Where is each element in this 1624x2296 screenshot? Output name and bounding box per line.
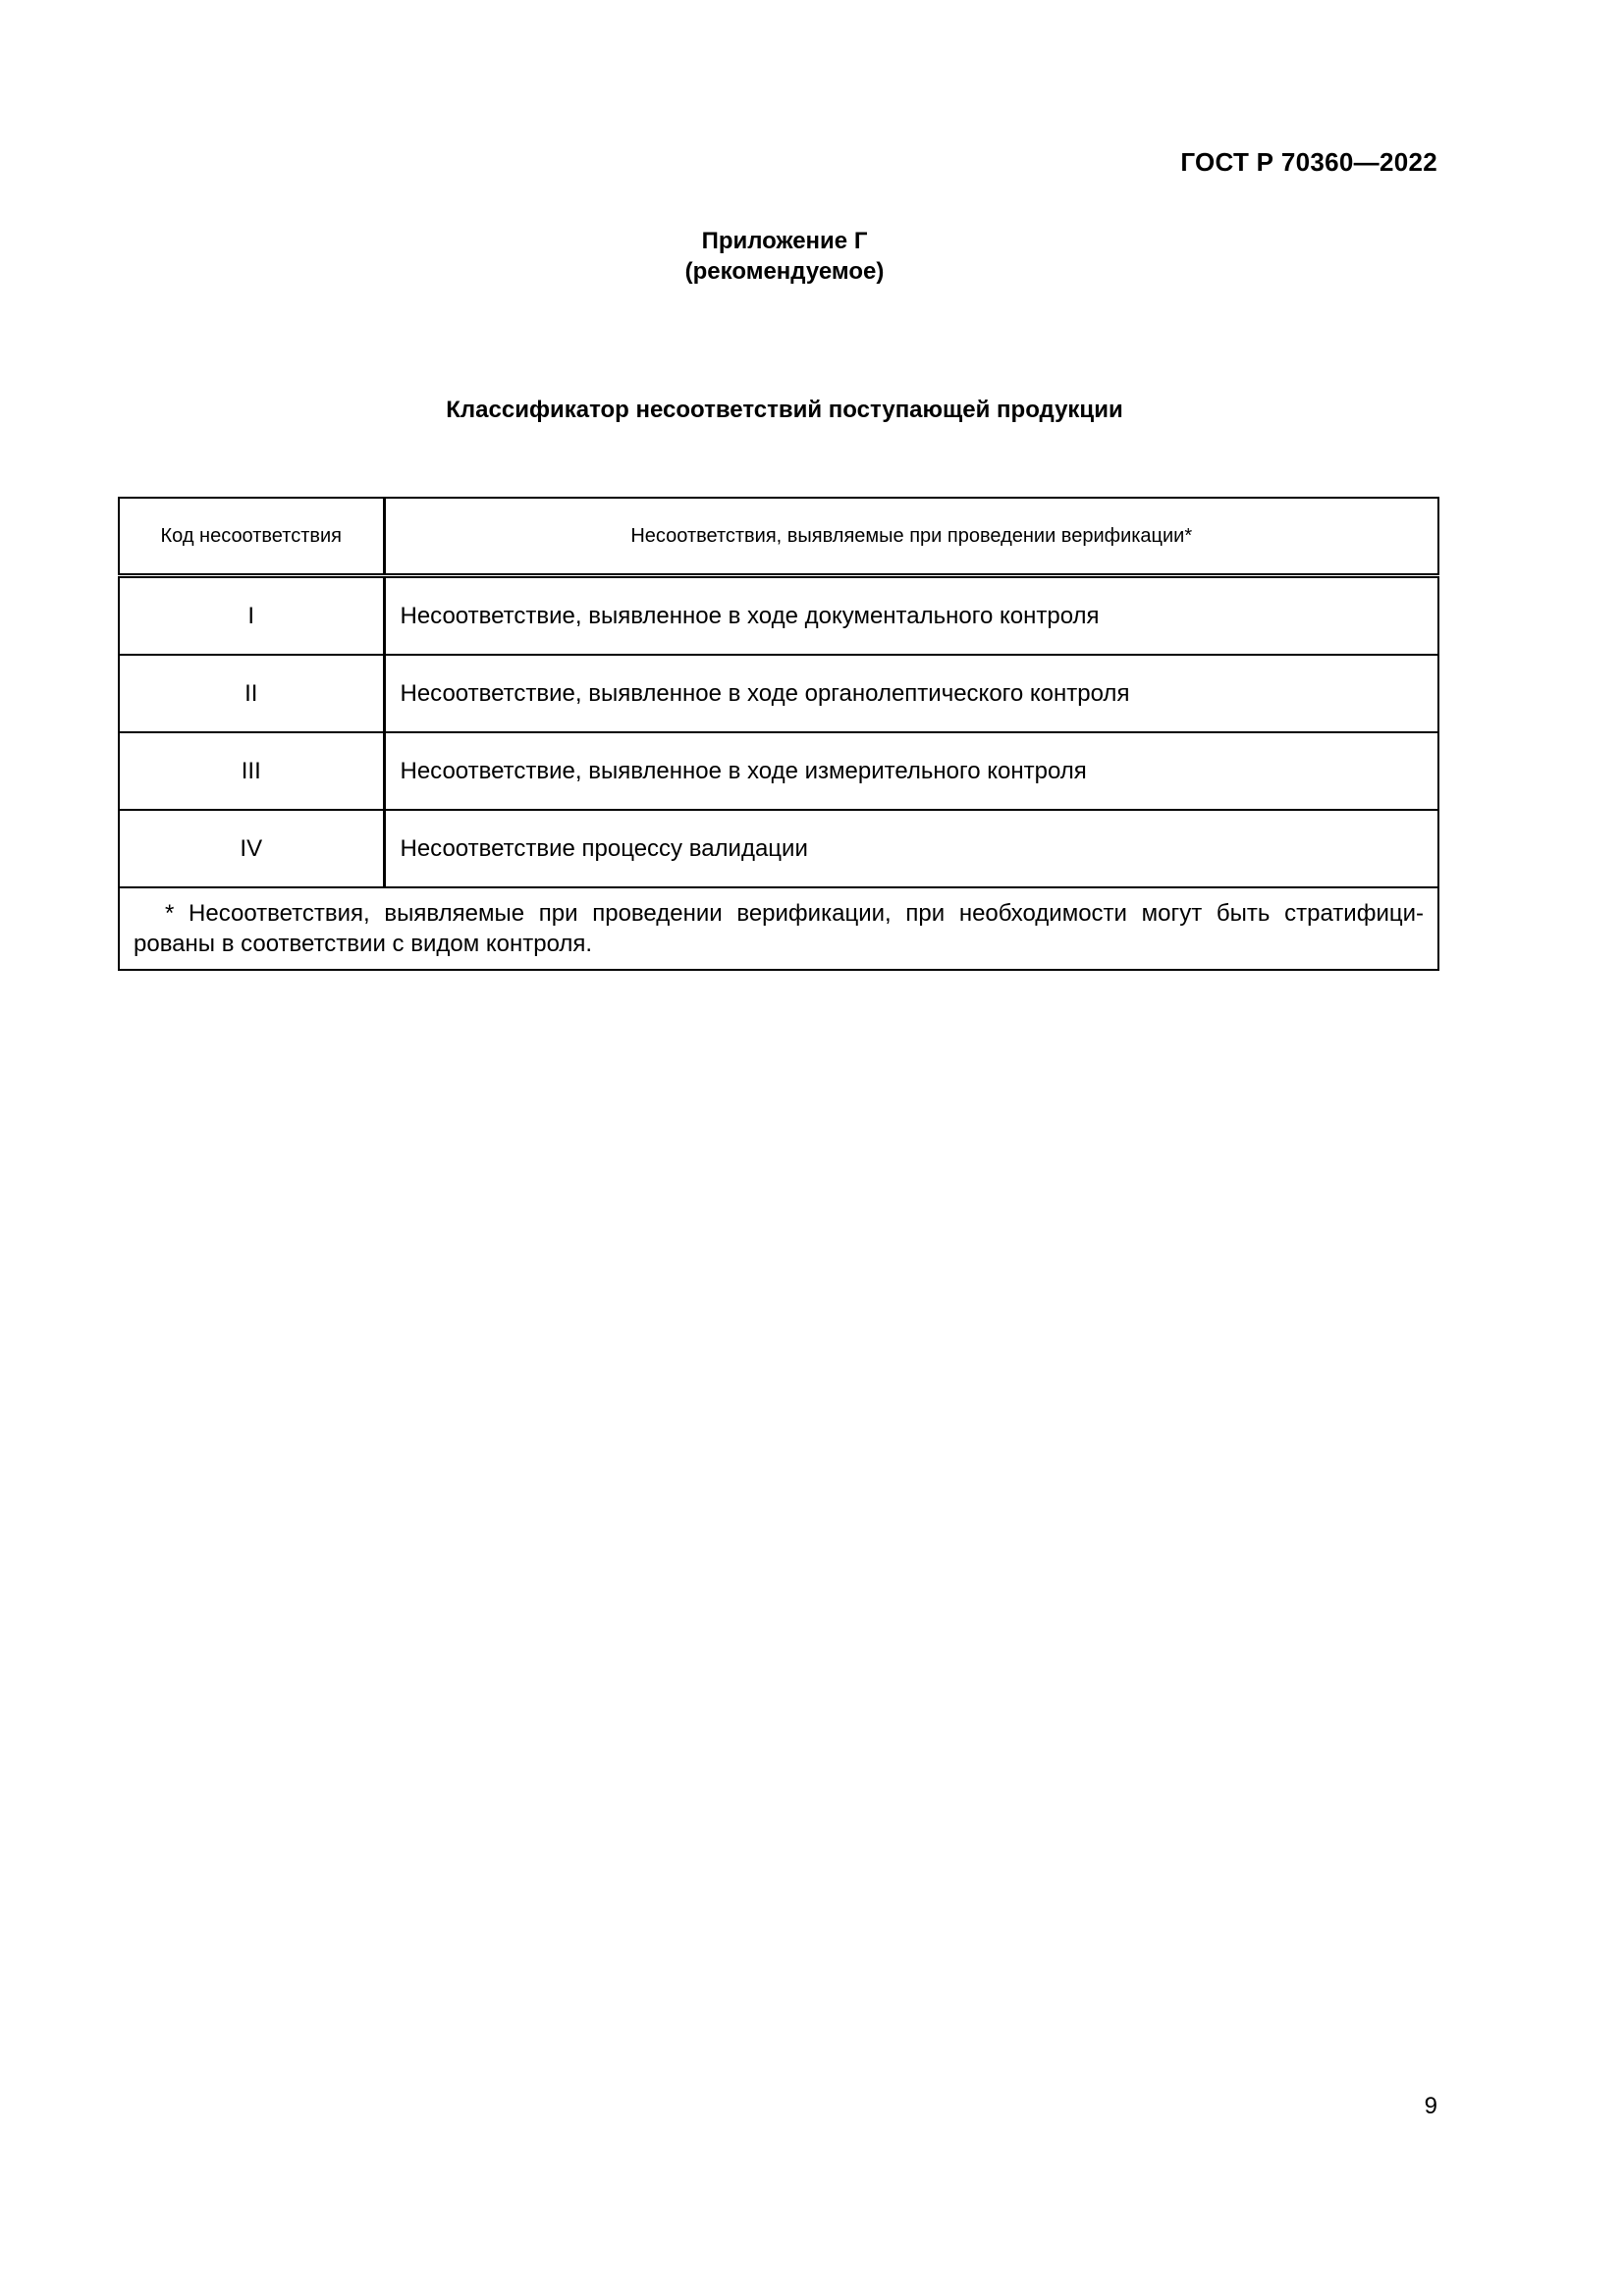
row-code: III bbox=[119, 732, 384, 810]
column-header-description: Несоответствия, выявляемые при проведении верификации* bbox=[384, 498, 1438, 576]
appendix-heading bbox=[0, 226, 1569, 287]
row-description: Несоответствие, выявленное в ходе измерительного контроля bbox=[384, 732, 1438, 810]
table-row bbox=[119, 576, 1438, 656]
appendix-title: Приложение Г bbox=[701, 228, 868, 254]
row-code: IV bbox=[119, 810, 384, 887]
table-row bbox=[119, 810, 1438, 887]
row-description: Несоответствие процессу валидации bbox=[384, 810, 1438, 887]
footnote-line-2: рованы в соответствии с видом контроля. bbox=[134, 931, 593, 957]
row-description: Несоответствие, выявленное в ходе документального контроля bbox=[384, 576, 1438, 656]
table-header-row bbox=[119, 498, 1438, 576]
nonconformity-classifier-table bbox=[118, 497, 1439, 971]
table-row bbox=[119, 732, 1438, 810]
appendix-status: (рекомендуемое) bbox=[684, 258, 885, 285]
row-code: I bbox=[119, 576, 384, 656]
column-header-code: Код несоответствия bbox=[119, 498, 384, 576]
page-number: 9 bbox=[1424, 2093, 1437, 2119]
table-footnote bbox=[119, 887, 1438, 970]
row-code: II bbox=[119, 655, 384, 732]
table-footnote-row bbox=[119, 887, 1438, 970]
table-row bbox=[119, 655, 1438, 732]
footnote-line-1: * Несоответствия, выявляемые при проведении верификации, при необходимости могут быть стратифици- bbox=[165, 900, 1424, 927]
document-code: ГОСТ Р 70360—2022 bbox=[1180, 147, 1437, 177]
row-description: Несоответствие, выявленное в ходе органолептического контроля bbox=[384, 655, 1438, 732]
table-title: Классификатор несоответствий поступающей продукции bbox=[446, 397, 1123, 423]
